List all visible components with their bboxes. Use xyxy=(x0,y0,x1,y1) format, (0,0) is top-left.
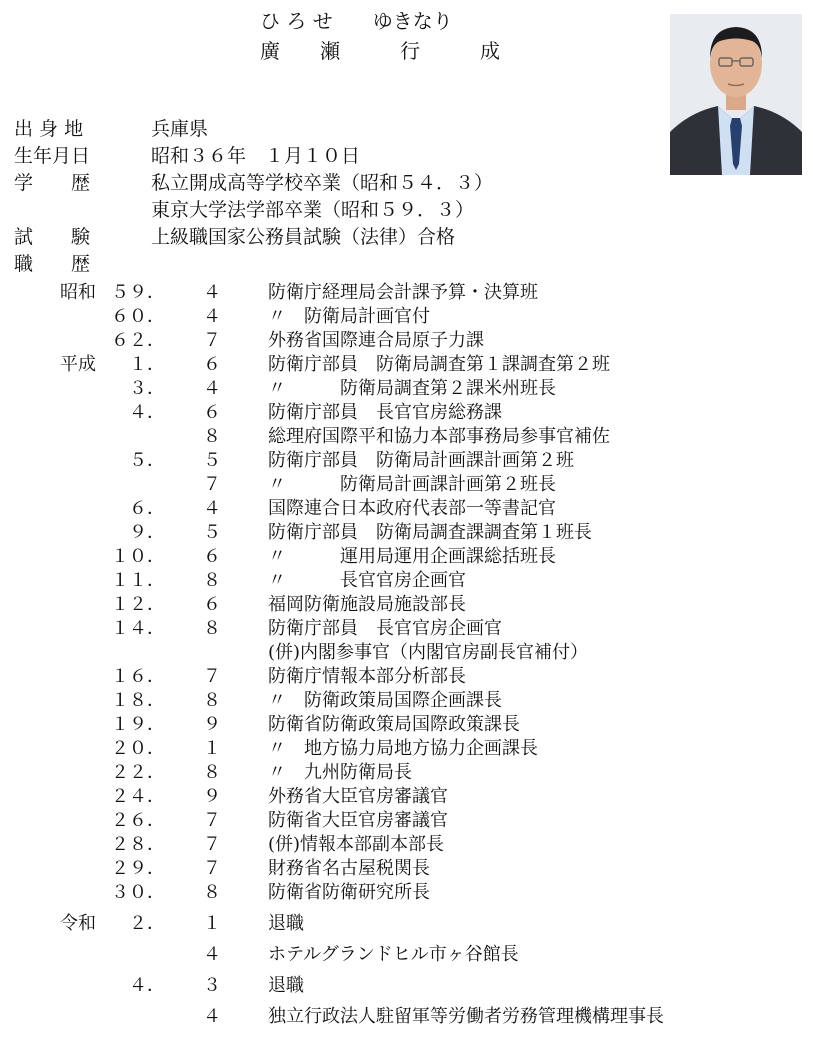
career-row xyxy=(0,281,813,305)
profile-row xyxy=(14,143,574,170)
career-row xyxy=(0,617,813,641)
career-text: 福岡防衛施設局施設部長 xyxy=(268,594,466,615)
career-row xyxy=(0,974,813,998)
career-row xyxy=(0,521,813,545)
spacer xyxy=(0,905,813,912)
career-row xyxy=(0,761,813,785)
career-row xyxy=(0,401,813,425)
career-text: 〃 防衛局計画課計画第２班長 xyxy=(268,474,556,495)
career-row xyxy=(0,1005,813,1029)
profile-row xyxy=(14,251,574,278)
career-text: 〃 九州防衛局長 xyxy=(268,762,412,783)
portrait-photo xyxy=(670,14,802,175)
career-month: ７ xyxy=(203,474,221,495)
career-text: 〃 運用局運用企画課総括班長 xyxy=(268,546,556,567)
career-text: (併)情報本部副本部長 xyxy=(268,834,445,855)
profile-row xyxy=(14,197,574,224)
career-text: 防衛庁部員 防衛局調査課調査第１班長 xyxy=(268,522,592,543)
career-text: 防衛庁部員 防衛局調査第１課調査第２班 xyxy=(268,354,610,375)
career-month: ６ xyxy=(203,402,221,423)
career-row xyxy=(0,912,813,936)
portrait-illustration xyxy=(670,14,802,175)
career-month: ７ xyxy=(203,810,221,831)
career-row xyxy=(0,329,813,353)
career-text: 防衛庁部員 長官官房総務課 xyxy=(268,402,502,423)
name-header xyxy=(260,6,520,66)
career-row xyxy=(0,593,813,617)
birthplace-value: 兵庫県 xyxy=(151,118,209,140)
career-year: １４． xyxy=(111,618,165,639)
career-year: ６２． xyxy=(111,330,165,351)
career-row xyxy=(0,833,813,857)
career-year: ４． xyxy=(129,975,165,996)
career-year: ５． xyxy=(129,450,165,471)
career-text: 防衛庁部員 防衛局計画課計画第２班 xyxy=(268,450,574,471)
career-row xyxy=(0,545,813,569)
career-year: １６． xyxy=(111,666,165,687)
career-year: １０． xyxy=(111,546,165,567)
career-era: 昭和 xyxy=(60,282,96,303)
career-month: ８ xyxy=(203,618,221,639)
career-row xyxy=(0,881,813,905)
career-text: 財務省名古屋税関長 xyxy=(268,858,430,879)
career-text: 防衛庁部員 長官官房企画官 xyxy=(268,618,502,639)
career-text: 退職 xyxy=(268,913,304,934)
career-row xyxy=(0,305,813,329)
career-month: ７ xyxy=(203,666,221,687)
spacer xyxy=(0,967,813,974)
career-year: ３０． xyxy=(111,882,165,903)
career-text: 国際連合日本政府代表部一等書記官 xyxy=(268,498,556,519)
career-year: ２８． xyxy=(111,834,165,855)
career-text: 防衛省大臣官房審議官 xyxy=(268,810,448,831)
profile-row xyxy=(14,224,574,251)
education-label: 学 歴 xyxy=(14,172,91,194)
exam-label: 試 験 xyxy=(14,226,91,248)
career-year: ３． xyxy=(129,378,165,399)
career-month: ６ xyxy=(203,546,221,567)
career-text: 外務省国際連合局原子力課 xyxy=(268,330,484,351)
career-row xyxy=(0,449,813,473)
career-text: 〃 防衛局調査第２課米州班長 xyxy=(268,378,556,399)
career-year: １． xyxy=(129,354,165,375)
career-month: ８ xyxy=(203,882,221,903)
career-year: ２９． xyxy=(111,858,165,879)
career-row xyxy=(0,713,813,737)
career-row xyxy=(0,377,813,401)
education-value-1: 私立開成高等学校卒業（昭和５４．３） xyxy=(151,172,494,194)
career-month: ９ xyxy=(203,714,221,735)
career-text: 〃 防衛局計画官付 xyxy=(268,306,430,327)
career-row xyxy=(0,689,813,713)
education-value-2: 東京大学法学部卒業（昭和５９．３） xyxy=(151,199,475,221)
career-row xyxy=(0,857,813,881)
career-month: ６ xyxy=(203,354,221,375)
career-month: ８ xyxy=(203,426,221,447)
career-row xyxy=(0,425,813,449)
career-year: １２． xyxy=(111,594,165,615)
birthdate-label: 生年月日 xyxy=(14,145,91,167)
career-year: １９． xyxy=(111,714,165,735)
career-text: 退職 xyxy=(268,975,304,996)
career-row xyxy=(0,497,813,521)
career-month: ５ xyxy=(203,450,221,471)
career-text: 防衛庁経理局会計課予算・決算班 xyxy=(268,282,538,303)
spacer xyxy=(0,936,813,943)
career-text: 防衛庁情報本部分析部長 xyxy=(268,666,466,687)
career-text: 防衛省防衛研究所長 xyxy=(268,882,430,903)
career-month: １ xyxy=(203,913,221,934)
career-text: 防衛省防衛政策局国際政策課長 xyxy=(268,714,520,735)
career-text: 〃 防衛政策局国際企画課長 xyxy=(268,690,502,711)
career-month: ９ xyxy=(203,786,221,807)
career-month: ４ xyxy=(203,378,221,399)
career-text: 総理府国際平和協力本部事務局参事官補佐 xyxy=(268,426,610,447)
career-year: ２２． xyxy=(111,762,165,783)
career-month: ７ xyxy=(203,858,221,879)
career-text: 外務省大臣官房審議官 xyxy=(268,786,448,807)
career-era: 令和 xyxy=(60,913,96,934)
career-year: ２４． xyxy=(111,786,165,807)
career-row xyxy=(0,665,813,689)
career-text: 〃 地方協力局地方協力企画課長 xyxy=(268,738,538,759)
name-kanji: 廣 瀬 行 成 xyxy=(260,39,500,63)
profile-row xyxy=(14,170,574,197)
career-year: ５９． xyxy=(111,282,165,303)
career-month: ６ xyxy=(203,594,221,615)
career-era: 平成 xyxy=(60,354,96,375)
career-text: 独立行政法人駐留軍等労働者労務管理機構理事長 xyxy=(268,1006,664,1027)
career-row xyxy=(0,473,813,497)
career-month: １ xyxy=(203,738,221,759)
career-year: ６０． xyxy=(111,306,165,327)
career-year: １１． xyxy=(111,570,165,591)
career-row xyxy=(0,569,813,593)
career-year: ６． xyxy=(129,498,165,519)
career-year: ２６． xyxy=(111,810,165,831)
career-month: ７ xyxy=(203,330,221,351)
profile-section xyxy=(14,116,574,278)
career-month: ５ xyxy=(203,522,221,543)
career-year: ２． xyxy=(129,913,165,934)
career-year: ９． xyxy=(129,522,165,543)
profile-row xyxy=(14,116,574,143)
career-month: ４ xyxy=(203,306,221,327)
career-month: ８ xyxy=(203,570,221,591)
birthdate-value: 昭和３６年 １月１０日 xyxy=(151,145,361,167)
career-row xyxy=(0,943,813,967)
career-text: (併)内閣参事官（内閣官房副長官補付） xyxy=(268,642,589,663)
career-month: ３ xyxy=(203,975,221,996)
career-row xyxy=(0,809,813,833)
career-month: ４ xyxy=(203,1006,221,1027)
career-year: ４． xyxy=(129,402,165,423)
career-label: 職 歴 xyxy=(14,253,91,275)
career-list xyxy=(0,281,813,1029)
career-text: ホテルグランドヒル市ヶ谷館長 xyxy=(268,944,519,965)
career-month: ８ xyxy=(203,690,221,711)
career-row xyxy=(0,785,813,809)
career-month: ７ xyxy=(203,834,221,855)
career-year: ２０． xyxy=(111,738,165,759)
career-month: ４ xyxy=(203,282,221,303)
career-month: ４ xyxy=(203,498,221,519)
name-reading: ひ ろ せ ゆきなり xyxy=(260,9,453,33)
career-row xyxy=(0,353,813,377)
spacer xyxy=(0,998,813,1005)
career-month: ８ xyxy=(203,762,221,783)
career-row xyxy=(0,737,813,761)
exam-value: 上級職国家公務員試験（法律）合格 xyxy=(151,226,456,248)
career-text: 〃 長官官房企画官 xyxy=(268,570,466,591)
career-month: ４ xyxy=(203,944,221,965)
career-row xyxy=(0,641,813,665)
career-year: １８． xyxy=(111,690,165,711)
birthplace-label: 出 身 地 xyxy=(14,118,84,140)
